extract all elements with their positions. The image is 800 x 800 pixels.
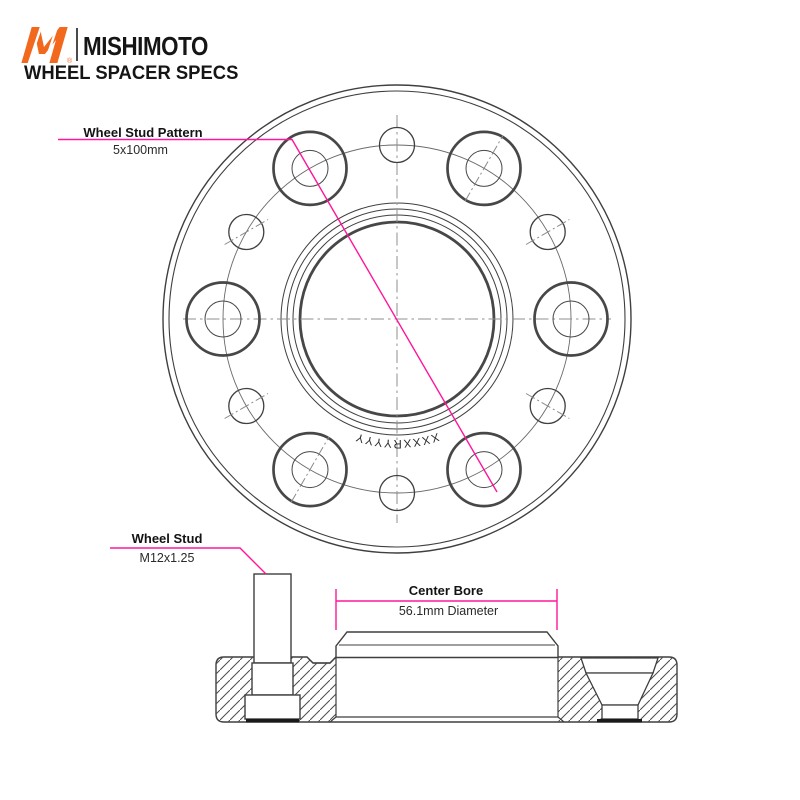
- wheel-stud-pattern-value: 5x100mm: [113, 143, 168, 157]
- callout-lines: [58, 140, 557, 631]
- wheel-stud-value: M12x1.25: [139, 551, 195, 565]
- center-bore-dimension: [336, 589, 557, 630]
- stud-flange-bar: [246, 719, 299, 723]
- registered-mark: ®: [67, 58, 73, 64]
- page-title: WHEEL SPACER SPECS: [24, 63, 239, 84]
- brand-name: MISHIMOTO: [83, 31, 208, 61]
- wheel-stud-label: Wheel Stud: [131, 531, 203, 546]
- etched-part-number: XXXXRYYYY: [353, 430, 441, 450]
- hub-centric-lip: [336, 632, 558, 658]
- side-view: [216, 574, 678, 723]
- center-bore-value: 56.1mm Diameter: [398, 604, 499, 618]
- wheel-stud-leader-line: [110, 548, 266, 574]
- wheel-stud: [245, 574, 300, 723]
- lug-nut-bar: [597, 719, 642, 723]
- center-bore-label: Center Bore: [408, 583, 484, 598]
- wheel-stud-pattern-label: Wheel Stud Pattern: [83, 125, 203, 140]
